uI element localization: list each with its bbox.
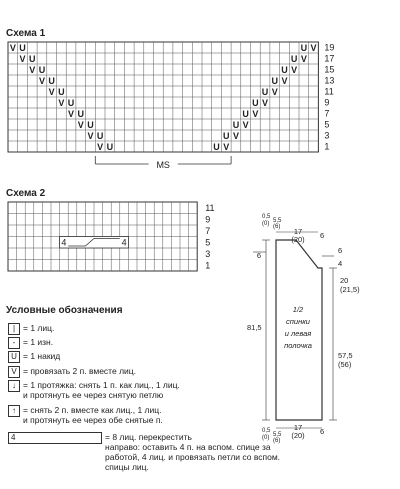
scheme1-row-label: 15 — [324, 64, 335, 75]
legend-symbol-icon: U — [8, 351, 20, 363]
dim-label: (0) — [262, 435, 270, 441]
yarn-over-symbol: U — [271, 76, 278, 86]
dim-label: 5,5 — [273, 218, 282, 224]
k2tog-symbol: V — [77, 120, 84, 130]
legend-text: = снять 2 п. вместе как лиц., 1 лиц. и протянуть ее через обе снятые п. — [23, 405, 163, 425]
yarn-over-symbol: U — [77, 109, 84, 119]
dim-label: (6) — [273, 224, 281, 230]
scheme1-row-label: 1 — [324, 141, 330, 152]
legend-symbol-icon: | — [8, 323, 20, 335]
legend-symbol-icon: ↓ — [8, 380, 20, 392]
legend-item — [8, 366, 136, 378]
yarn-over-symbol: U — [19, 43, 26, 53]
dim-label: 0,5 — [262, 428, 271, 434]
k2tog-symbol: V — [19, 54, 26, 64]
legend-item — [8, 351, 60, 363]
scheme2-row-label: 1 — [205, 260, 211, 271]
cable-cross-label: 4 — [61, 237, 67, 248]
dim-label: (56) — [338, 360, 352, 369]
yarn-over-symbol: U — [48, 76, 55, 86]
k2tog-symbol: V — [232, 131, 239, 141]
dim-label: 6 — [256, 251, 262, 260]
yarn-over-symbol: U — [281, 65, 288, 75]
scheme1-row-label: 5 — [324, 119, 330, 130]
dim-label: 0,5 — [262, 214, 271, 220]
dim-label: 6 — [320, 427, 325, 436]
legend-item — [8, 380, 180, 400]
yarn-over-symbol: U — [213, 142, 220, 152]
yarn-over-symbol: U — [96, 131, 104, 141]
pattern-center-label: полочка — [284, 341, 312, 350]
dim-label: 17 — [293, 227, 303, 236]
dim-label: 6 — [320, 231, 325, 240]
scheme2-row-label: 9 — [205, 214, 211, 225]
dim-label: (6) — [273, 438, 281, 444]
k2tog-symbol: V — [9, 43, 16, 53]
dim-label: 20 — [340, 276, 349, 285]
dim-label: 81,5 — [247, 323, 262, 332]
yarn-over-symbol: U — [38, 65, 46, 75]
k2tog-symbol: V — [281, 76, 288, 86]
scheme1-row-label: 11 — [324, 86, 334, 97]
scheme2-row-label: 11 — [205, 202, 215, 213]
scheme1-row-label: 19 — [324, 42, 335, 53]
yarn-over-symbol: U — [106, 142, 114, 152]
cable-cross-label: 4 — [121, 237, 127, 248]
k2tog-symbol: V — [68, 109, 75, 119]
yarn-over-symbol: U — [58, 87, 65, 97]
ms-label: MS — [156, 160, 170, 170]
legend-text: = 1 изн. — [23, 337, 54, 347]
k2tog-symbol: V — [38, 76, 45, 86]
legend-item — [8, 432, 280, 472]
dim-label: (21,5) — [340, 285, 360, 294]
yarn-over-symbol: U — [29, 54, 36, 64]
scheme1-row-label: 7 — [324, 108, 330, 119]
scheme1-row-label: 17 — [324, 53, 335, 64]
legend-text: = 1 протяжка: снять 1 п. как лиц., 1 лиц. и протянуть ее через снятую петлю — [23, 380, 180, 400]
legend-item — [8, 405, 163, 425]
k2tog-symbol: V — [291, 65, 298, 75]
dim-label: 17 — [293, 423, 303, 432]
scheme1-row-label: 9 — [324, 97, 330, 108]
k2tog-symbol: V — [262, 98, 269, 108]
legend-text: = 1 накид — [23, 351, 61, 361]
scheme1-row-label: 13 — [324, 75, 335, 86]
dim-label: (0) — [262, 221, 270, 227]
k2tog-symbol: V — [58, 98, 65, 108]
pattern-center-label: 1/2 — [292, 305, 304, 314]
legend-symbol-icon: V — [8, 366, 20, 378]
legend-item — [8, 323, 54, 335]
legend-symbol-icon: - — [8, 337, 20, 349]
pattern-center-label: спинки — [286, 317, 310, 326]
legend-text: = провязать 2 п. вместе лиц. — [23, 366, 137, 376]
pattern-center-label: и левая — [284, 329, 312, 338]
dim-label: 4 — [338, 259, 343, 268]
scheme2-row-label: 3 — [205, 248, 211, 259]
legend-symbol-icon: 4 — [8, 432, 102, 444]
k2tog-symbol: V — [271, 87, 278, 97]
yarn-over-symbol: U — [67, 98, 75, 108]
dim-label: (20) — [291, 431, 305, 440]
scheme2-row-label: 5 — [205, 237, 211, 248]
scheme1-row-label: 3 — [324, 130, 330, 141]
k2tog-symbol: V — [97, 142, 104, 152]
dim-label: 5,5 — [273, 432, 282, 438]
k2tog-symbol: V — [310, 43, 317, 53]
yarn-over-symbol: U — [242, 109, 249, 119]
legend-text: = 1 лиц. — [23, 323, 55, 333]
dim-label: 6 — [338, 246, 343, 255]
dim-label: 57,5 — [338, 351, 353, 360]
scheme1-title: Схема 1 — [6, 28, 46, 39]
k2tog-symbol: V — [223, 142, 230, 152]
yarn-over-symbol: U — [87, 120, 94, 130]
dim-label: (20) — [291, 235, 305, 244]
k2tog-symbol: V — [48, 87, 55, 97]
legend-item — [8, 337, 53, 349]
scheme2-row-label: 7 — [205, 225, 211, 236]
legend-text: = 8 лиц. перекрестить направо: оставить 4 п. на вспом. спице за работой, 4 лиц. и провязать петли со вспом. спицы лиц. — [105, 432, 281, 472]
yarn-over-symbol: U — [223, 131, 230, 141]
k2tog-symbol: V — [29, 65, 36, 75]
yarn-over-symbol: U — [300, 43, 308, 53]
k2tog-symbol: V — [300, 54, 307, 64]
k2tog-symbol: V — [87, 131, 94, 141]
scheme2-title: Схема 2 — [6, 188, 46, 199]
legend-symbol-icon: ↑ — [8, 405, 20, 417]
k2tog-symbol: V — [242, 120, 249, 130]
k2tog-symbol: V — [252, 109, 259, 119]
yarn-over-symbol: U — [290, 54, 298, 64]
yarn-over-symbol: U — [232, 120, 240, 130]
yarn-over-symbol: U — [252, 98, 259, 108]
yarn-over-symbol: U — [261, 87, 269, 97]
legend-title: Условные обозначения — [6, 305, 123, 316]
